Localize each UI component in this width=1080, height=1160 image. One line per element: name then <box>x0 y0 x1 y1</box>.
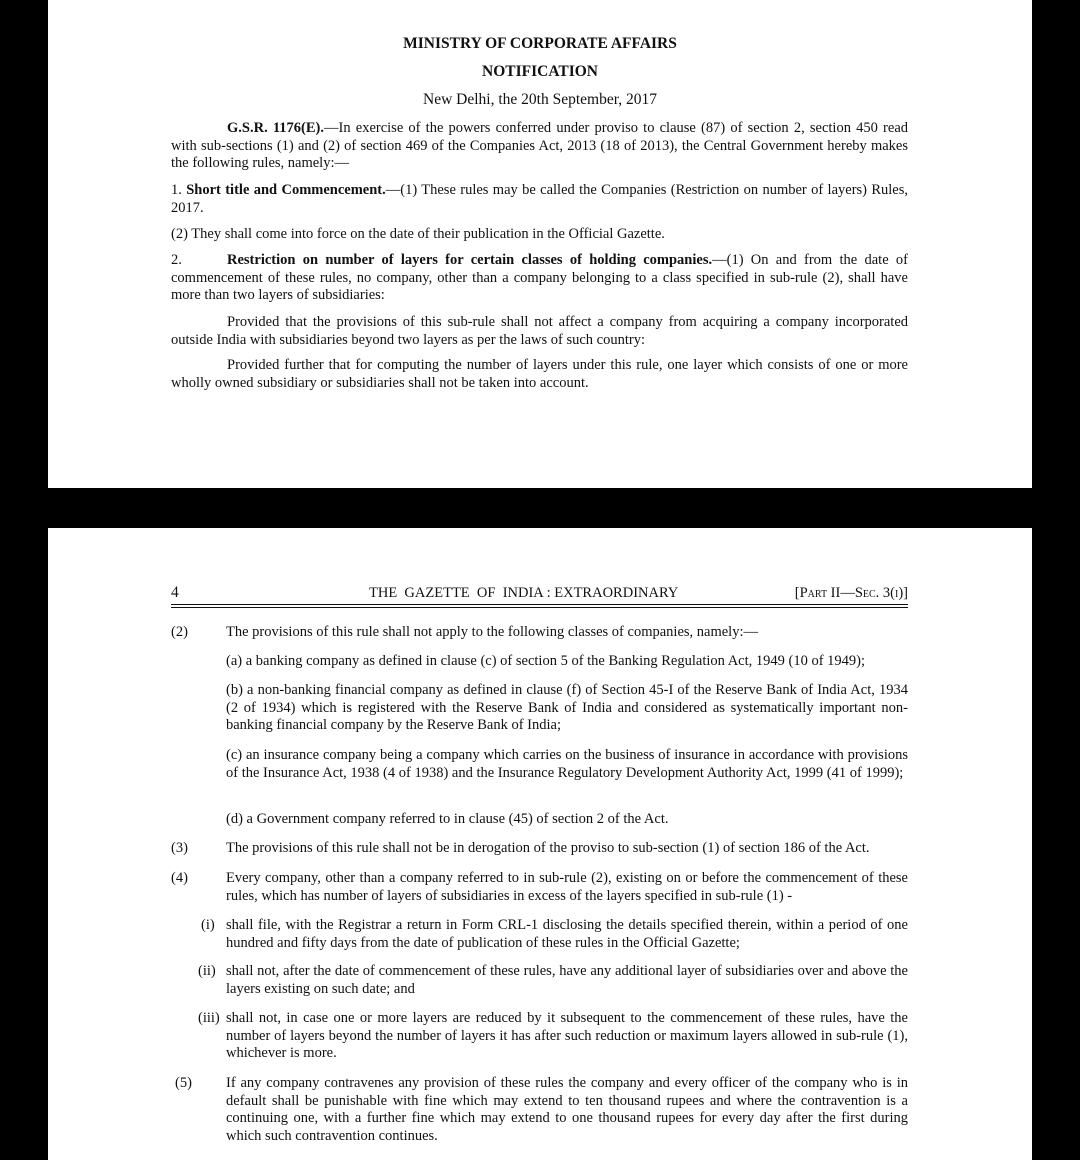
part-section: [Part II—Sec. 3(i)] <box>794 585 908 601</box>
clause-ii-number: (ii) <box>198 963 216 979</box>
header-rule-bottom <box>171 607 908 608</box>
rule1-paragraph <box>171 182 908 217</box>
rule1-body: —(1) These rules may be called the Companies (Restriction on number of layers) Rules, 2017. <box>171 182 908 216</box>
item-a: (a) a banking company as defined in clause (c) of section 5 of the Banking Regulation Act, 1949 (10 of 1949); <box>226 653 866 669</box>
rule2-heading: Restriction on number of layers for certain classes of holding companies. <box>227 252 713 268</box>
rule1-sub2: (2) They shall come into force on the date of their publication in the Official Gazette. <box>171 226 665 242</box>
gsr-paragraph <box>171 120 908 173</box>
ministry-heading: MINISTRY OF CORPORATE AFFAIRS <box>403 35 677 52</box>
sub-rule-5-text: If any company contravenes any provision of these rules the company and every officer of the company who is in default shall be punishable with fine which may extend to ten thousand rupees and where the contravention is a continuing one, with a further fine which may extend to one thousand rupees for every day after the first during which such contravention continues. <box>226 1075 908 1144</box>
rule2-body: —(1) On and from the date of commencement of these rules, no company, other than a company belonging to a class specified in sub-rule (2), shall have more than two layers of subsidiaries: <box>171 252 908 303</box>
item-d: (d) a Government company referred to in clause (45) of section 2 of the Act. <box>226 811 669 827</box>
sub-rule-4-text: Every company, other than a company referred to in sub-rule (2), existing on or before the commencement of these rules, which has number of layers of subsidiaries in excess of the layers specified in sub-rule (1) - <box>226 870 908 904</box>
dateline: New Delhi, the 20th September, 2017 <box>423 91 657 108</box>
proviso-2: Provided further that for computing the number of layers under this rule, one layer which consists of one or more wholly owned subsidiary or subsidiaries shall not be taken into account. <box>171 357 908 391</box>
rule1-prefix: 1. <box>171 182 187 198</box>
sub-rule-5-number: (5) <box>175 1075 192 1091</box>
sub-rule-3-number: (3) <box>171 840 188 856</box>
sub-rule-2-number: (2) <box>171 624 188 640</box>
gazette-page-top <box>48 0 1032 488</box>
sub-rule-3-text: The provisions of this rule shall not be in derogation of the proviso to sub-section (1) of section 186 of the Act. <box>226 840 870 856</box>
gazette-title: THE GAZETTE OF INDIA : EXTRAORDINARY <box>369 585 679 601</box>
notification-heading: NOTIFICATION <box>482 63 598 80</box>
sub-rule-4-number: (4) <box>171 870 188 886</box>
item-c: (c) an insurance company being a company which carries on the business of insurance in accordance with provisions of the Insurance Act, 1938 (4 of 1938) and the Insurance Regulatory Development Authority Act, 1999 (41 of 1999); <box>226 747 908 781</box>
header-rule-top <box>171 604 908 605</box>
clause-ii-text: shall not, after the date of commencement of these rules, have any additional layer of subsidiaries over and above the layers existing on such date; and <box>226 963 908 997</box>
rule2-number: 2. <box>171 252 182 268</box>
clause-iii-number: (iii) <box>198 1010 220 1026</box>
proviso-1: Provided that the provisions of this sub-rule shall not affect a company from acquiring a company incorporated outside India with subsidiaries beyond two layers as per the laws of such country: <box>171 314 908 348</box>
gsr-body: —In exercise of the powers conferred under proviso to clause (87) of section 2, section 450 read with sub-sections (1) and (2) of section 469 of the Companies Act, 2013 (18 of 2013), the Central Government hereby makes the following rules, namely:— <box>171 120 908 171</box>
rule1-heading: Short title and Commencement. <box>186 182 386 198</box>
gsr-reference: G.S.R. 1176(E). <box>227 120 325 136</box>
clause-i-text: shall file, with the Registrar a return in Form CRL-1 disclosing the details specified therein, within a period of one hundred and fifty days from the date of publication of these rules in the Official Gazette; <box>226 917 908 951</box>
rule2-paragraph <box>171 252 908 305</box>
item-b: (b) a non-banking financial company as defined in clause (f) of Section 45-I of the Reserve Bank of India Act, 1934 (2 of 1934) which is registered with the Reserve Bank of India and considered as systematically important non-banking financial company by the Reserve Bank of India; <box>226 682 908 733</box>
page-number: 4 <box>171 584 179 601</box>
gazette-page-4 <box>48 528 1032 1160</box>
clause-iii-text: shall not, in case one or more layers are reduced by it subsequent to the commencement of these rules, have the number of layers beyond the number of layers it has after such reduction or maximum layers allowed in sub-rule (1), whichever is more. <box>226 1010 908 1061</box>
sub-rule-2-text: The provisions of this rule shall not apply to the following classes of companies, namely:— <box>226 624 758 640</box>
clause-i-number: (i) <box>201 917 215 933</box>
